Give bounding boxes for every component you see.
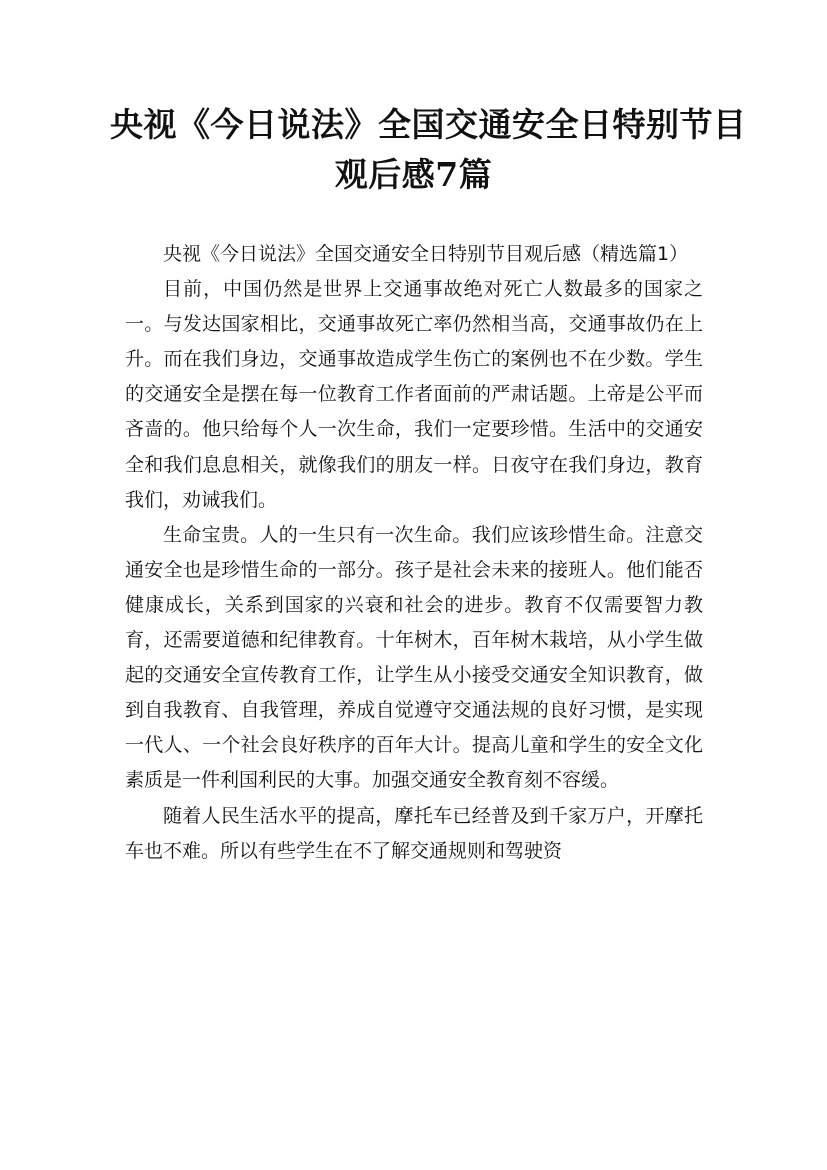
body-paragraph-2: 生命宝贵。人的一生只有一次生命。我们应该珍惜生命。注意交通安全也是珍惜生命的一部分。孩子是社会未来的接班人。他们能否健康成长，关系到国家的兴衰和社会的进步。教育不仅需要智力教育，还需要道德和纪律教育。十年树木，百年树木栽培，从小学生做起的交通安全宣传教育工作，让学生从小接受交通安全知识教育，做到自我教育、自我管理，养成自觉遵守交通法规的良好习惯，是实现一代人、一个社会良好秩序的百年大计。提高儿童和学生的安全文化素质是一件利国利民的大事。加强交通安全教育刻不容缓。 <box>125 523 703 792</box>
body-paragraph-3: 随着人民生活水平的提高，摩托车已经普及到千家万户，开摩托车也不难。所以有些学生在不了解交通规则和驾驶资 <box>125 804 703 862</box>
body-paragraph-1: 目前，中国仍然是世界上交通事故绝对死亡人数最多的国家之一。与发达国家相比，交通事故死亡率仍然相当高，交通事故仍在上升。而在我们身边，交通事故造成学生伤亡的案例也不在少数。学生的交通安全是摆在每一位教育工作者面前的严肃话题。上帝是公平而吝啬的。他只给每个人一次生命，我们一定要珍惜。生活中的交通安全和我们息息相关，就像我们的朋友一样。日夜守在我们身边，教育我们，劝诫我们。 <box>125 278 703 511</box>
section-heading: 央视《今日说法》全国交通安全日特别节目观后感（精选篇1） <box>163 243 689 265</box>
document-body <box>125 237 703 869</box>
document-title <box>110 100 747 200</box>
title-line-2: 观后感7篇 <box>334 155 493 194</box>
title-line-1: 央视《今日说法》全国交通安全日特别节目 <box>110 105 747 144</box>
